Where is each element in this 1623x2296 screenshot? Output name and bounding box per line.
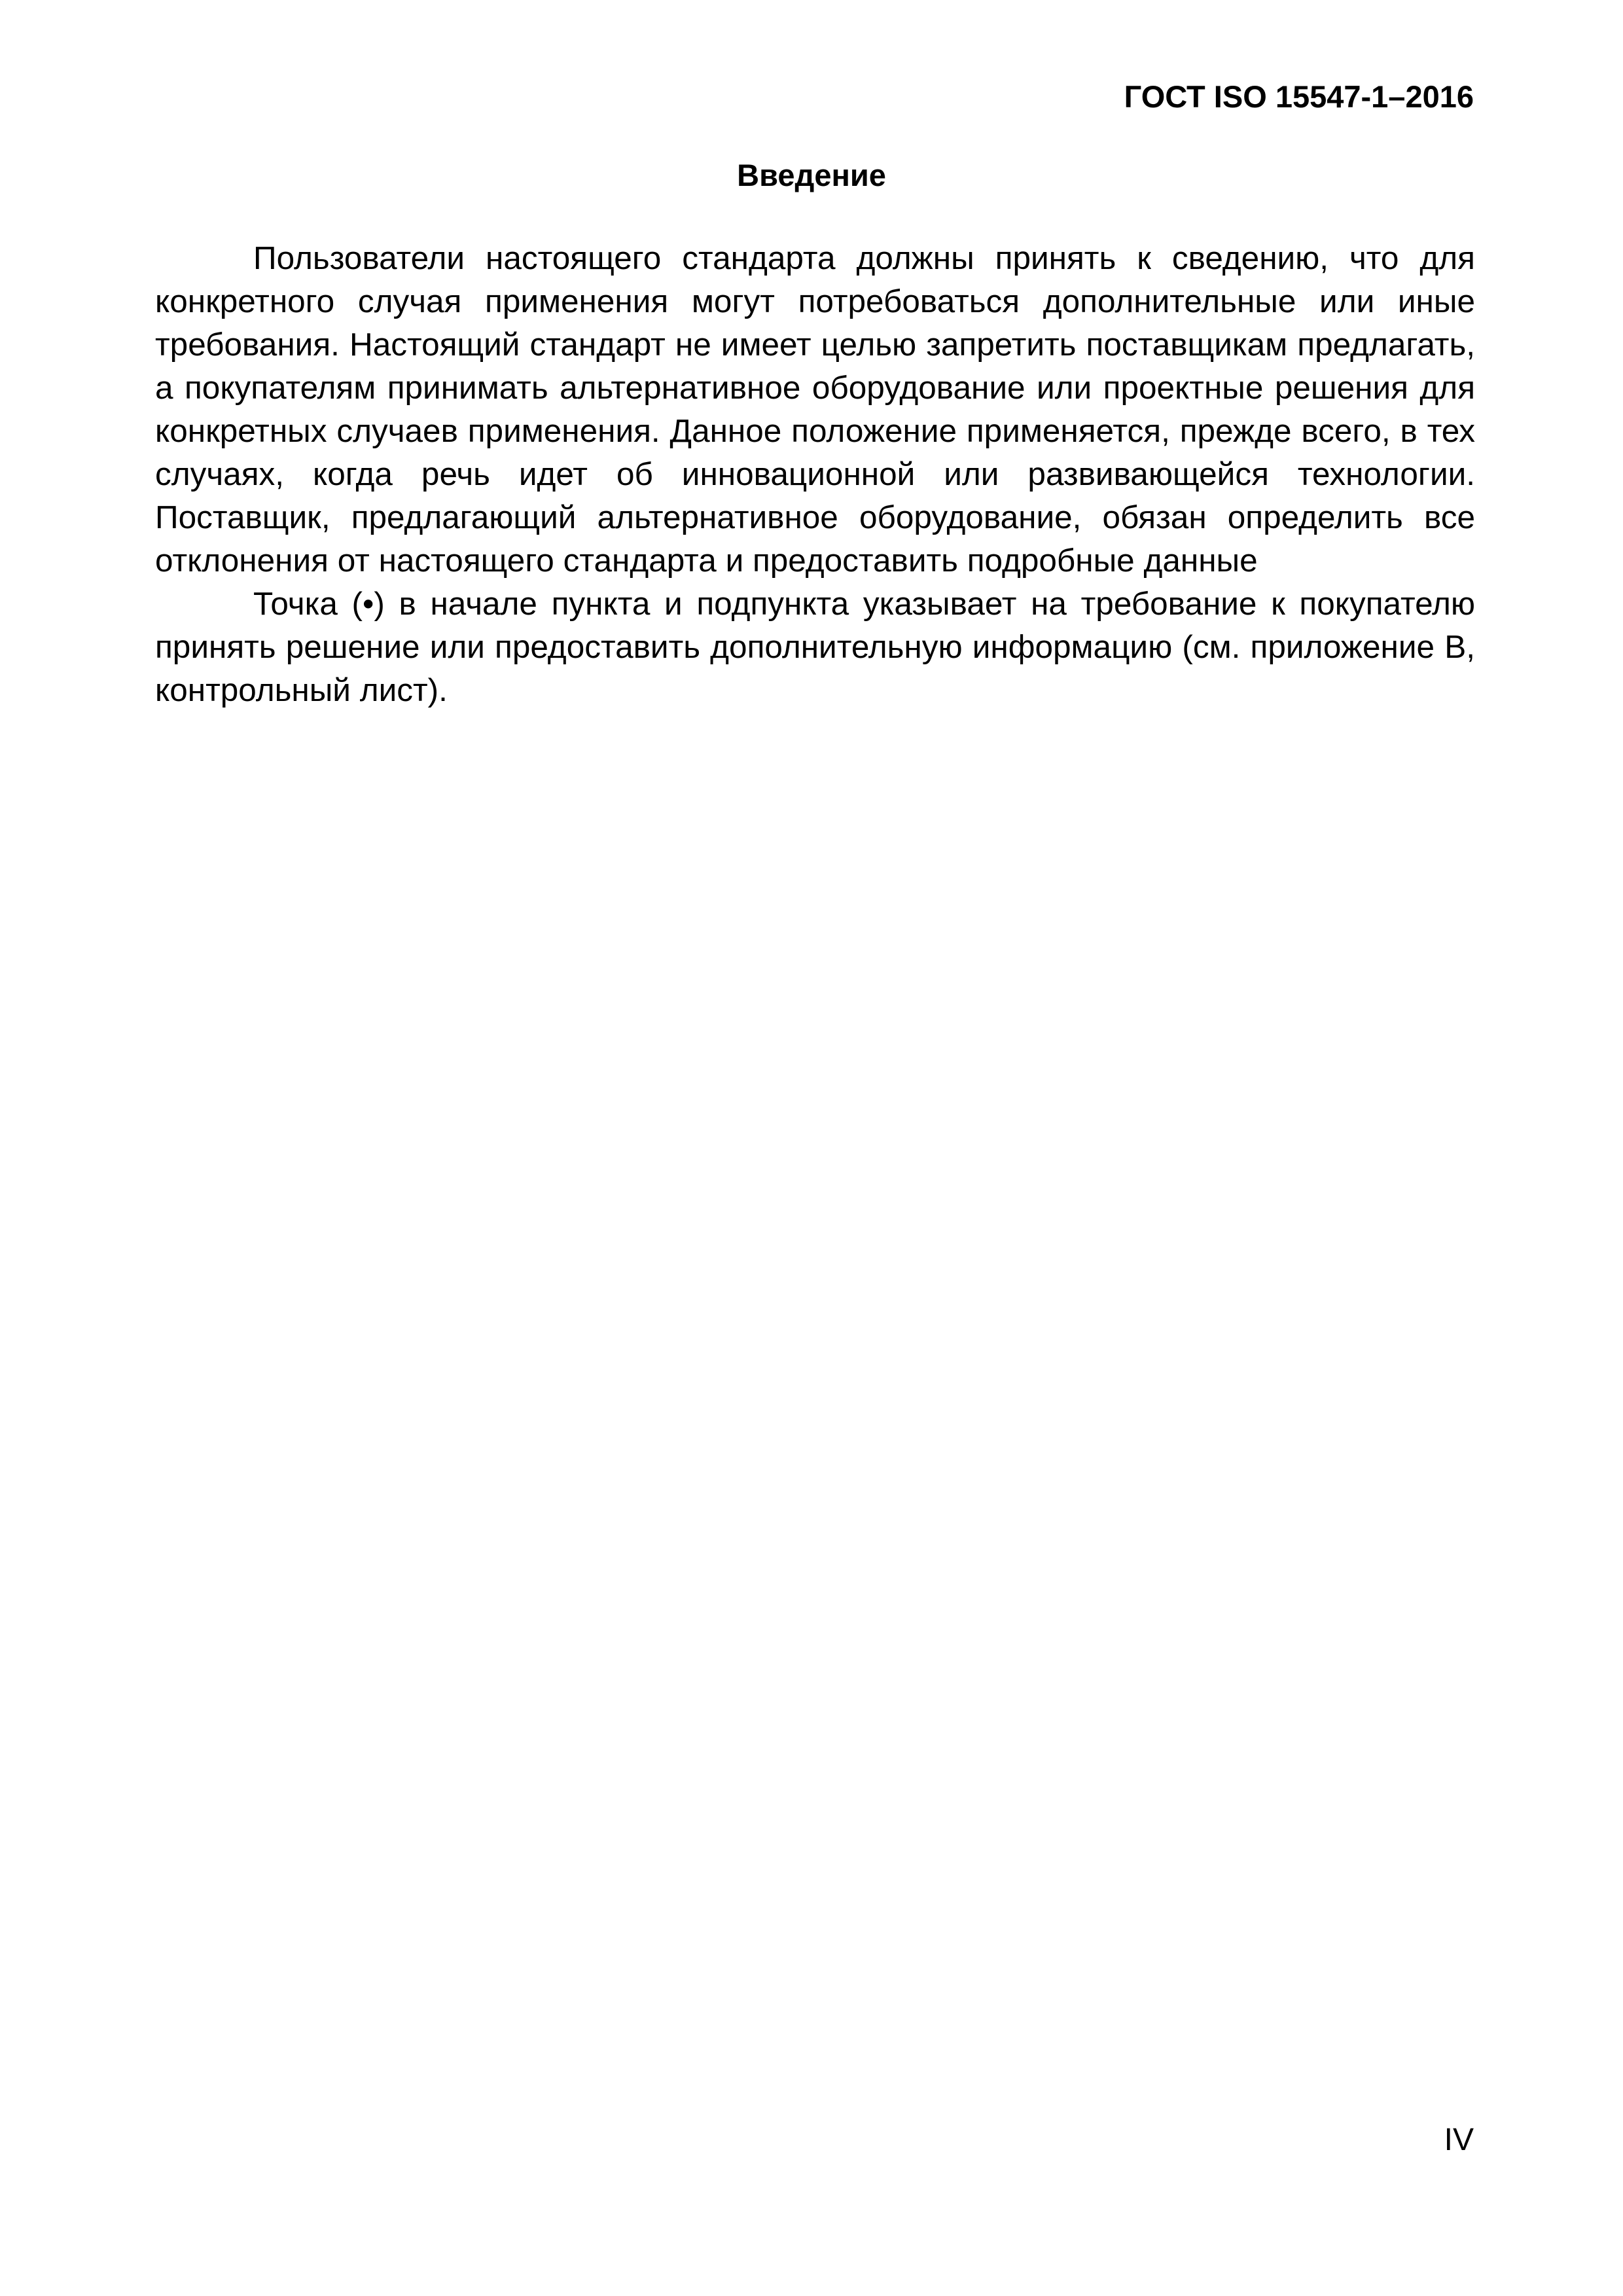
paragraph: Пользователи настоящего стандарта должны принять к сведению, что для конкретного случая применения могут потребоваться дополнительные или иные требования. Настоящий стандарт не имеет целью запретить поставщикам предлагать, а покупателям принимать альтернативное оборудование или проектные решения для конкретных случаев применения. Данное положение применяется, прежде всего, в тех случаях, когда речь идет об инновационной или развивающейся технологии. Поставщик, предлагающий альтернативное оборудование, обязан определить все отклонения от настоящего стандарта и предоставить подробные данные [155,240,1475,579]
body-text [155,237,1475,712]
page-number: IV [1444,2123,1474,2157]
standard-id-header: ГОСТ ISO 15547-1–2016 [1124,79,1474,114]
paragraph: Точка (•) в начале пункта и подпункта указывает на требование к покупателю принять решение или предоставить дополнительную информацию (см. приложение В, контрольный лист). [155,586,1475,708]
section-title: Введение [737,158,886,192]
